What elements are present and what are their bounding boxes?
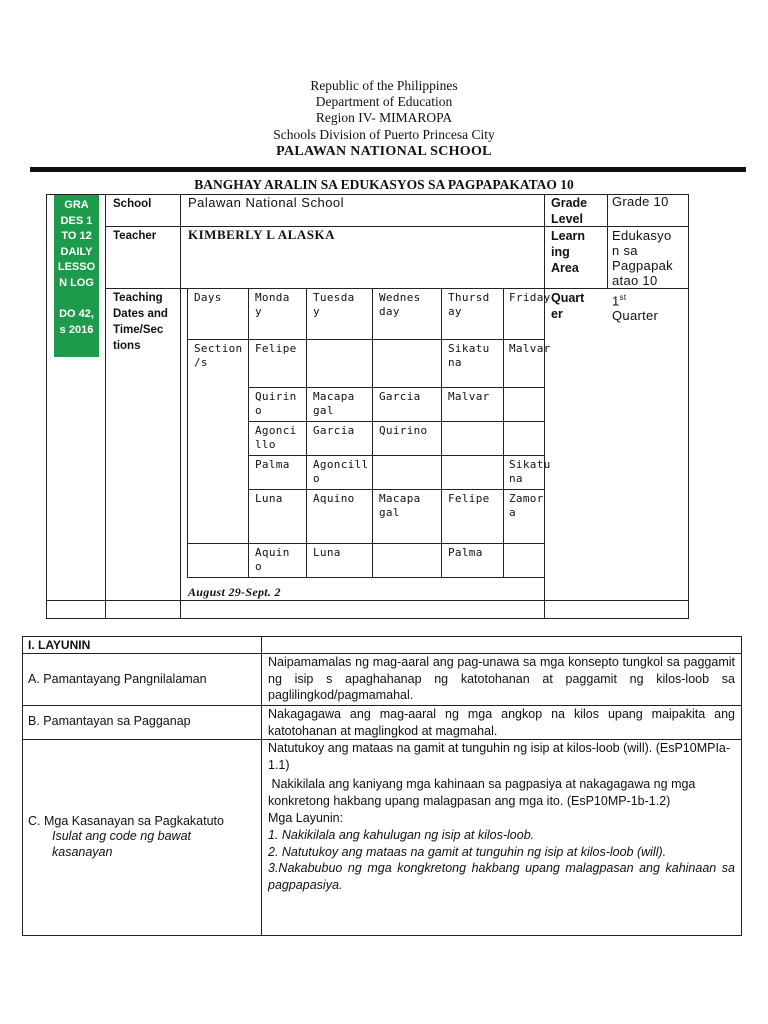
schedule-cell: Malvar (448, 390, 490, 403)
day-thursday: Thursd ay (448, 291, 490, 318)
header-department: Department of Education (315, 94, 453, 109)
quarter-value: 1st Quarter (612, 293, 659, 324)
content-standard-label: A. Pamantayang Pangnilalaman (28, 672, 207, 686)
schedule-cell: Luna (313, 546, 341, 559)
schedule-cell: Aquino (313, 492, 355, 505)
objective-2: 2. Natutukoy ang mataas na gamit at tunguhin ng isip at kilos-loob (will). (268, 844, 667, 859)
schedule-cell: Palma (448, 546, 483, 559)
performance-standard-text: Nakagagawa ang mag-aaral ng mga angkop na kilos upang maipakita ang katotohanan at maglingkod at magmahal. (268, 707, 735, 738)
header-school-name: PALAWAN NATIONAL SCHOOL (276, 144, 492, 159)
header-republic: Republic of the Philippines (310, 78, 458, 93)
performance-standard-label: B. Pamantayan sa Pagganap (28, 714, 191, 728)
learning-area-label: Learn ing Area (551, 229, 586, 275)
learning-area-value: Edukasyo n sa Pagpapak atao 10 (612, 228, 673, 288)
date-range: August 29-Sept. 2 (188, 585, 281, 599)
objective-3: 3.Nakabubuo ng mga kongkretong hakbang upang malagpasan ang kahinaan sa pagpapasiya. (268, 861, 735, 892)
schedule-cell: Macapa gal (313, 390, 355, 417)
schedule-cell: Sikatu na (509, 458, 551, 485)
header-divider (30, 167, 746, 172)
content-standard-text: Naipamamalas ng mag-aaral ang pag-unawa sa mga konsepto tungkol sa paggamit ng isip s apaghahanap ng katotohanan at paggamit ng kilos-loob sa paglilingkod/pagmamahal. (268, 655, 735, 702)
schedule-cell: Garcia (313, 424, 355, 437)
days-header: Days (194, 291, 222, 304)
section-label: Section /s (194, 342, 243, 369)
day-tuesday: Tuesda y (313, 291, 355, 318)
schedule-cell: Garcia (379, 390, 421, 403)
schedule-cell: Agoncill o (313, 458, 369, 485)
teacher-label: Teacher (113, 230, 157, 242)
day-wednesday: Wednes day (379, 291, 421, 318)
grades-daily-lesson-log-badge: GRA DES 1 TO 12 DAILY LESSO N LOG DO 42, s 2016 (54, 195, 99, 357)
schedule-cell: Felipe (448, 492, 490, 505)
schedule-cell: Malvar (509, 342, 551, 355)
schedule-cell: Sikatu na (448, 342, 490, 369)
learning-competencies-label: C. Mga Kasanayan sa Pagkakatuto (28, 814, 224, 828)
competencies-content (268, 740, 735, 893)
header-region: Region IV- MIMAROPA (315, 110, 453, 125)
objective-1: 1. Nakikilala ang kahulugan ng isip at kilos-loob. (268, 828, 535, 842)
school-value: Palawan National School (188, 195, 345, 210)
schedule-cell: Agonci llo (255, 424, 297, 451)
schedule-cell: Zamor a (509, 492, 544, 519)
objectives-heading: I. LAYUNIN (28, 638, 91, 652)
schedule-cell: Felipe (255, 342, 297, 355)
school-label: School (113, 198, 152, 210)
header-division: Schools Division of Puerto Princesa City (273, 127, 495, 142)
teacher-value: KIMBERLY L ALASKA (188, 227, 335, 242)
day-monday: Monda y (255, 291, 290, 318)
competency-1: Natutukoy ang mataas na gamit at tunguhin ng isip at kilos-loob (will). (EsP10MPIa-1.1) (268, 741, 731, 772)
day-friday: Friday (509, 291, 551, 304)
competency-2: Nakikilala ang kaniyang mga kahinaan sa pagpasiya at nakagagawa ng mga konkretong hakbang upang malagpasan ang mga ito. (EsP10MP-1b-1.2) (268, 777, 699, 808)
schedule-cell: Luna (255, 492, 283, 505)
grade-level-value: Grade 10 (612, 194, 669, 209)
schedule-cell: Palma (255, 458, 290, 471)
teaching-dates-label: Teaching Dates and Time/Sec tions (113, 292, 168, 352)
schedule-cell: Macapa gal (379, 492, 421, 519)
schedule-cell: Quirino (379, 424, 428, 437)
plan-title: BANGHAY ARALIN SA EDUKASYOS SA PAGPAPAKATAO 10 (194, 177, 574, 192)
quarter-label: Quart er (551, 291, 585, 321)
competencies-note: Isulat ang code ng bawat kasanayan (52, 829, 191, 859)
schedule-cell: Aquin o (255, 546, 290, 573)
grade-level-label: Grade Level (551, 196, 588, 226)
objectives-subheading: Mga Layunin: (268, 811, 344, 825)
schedule-cell: Quirin o (255, 390, 297, 417)
